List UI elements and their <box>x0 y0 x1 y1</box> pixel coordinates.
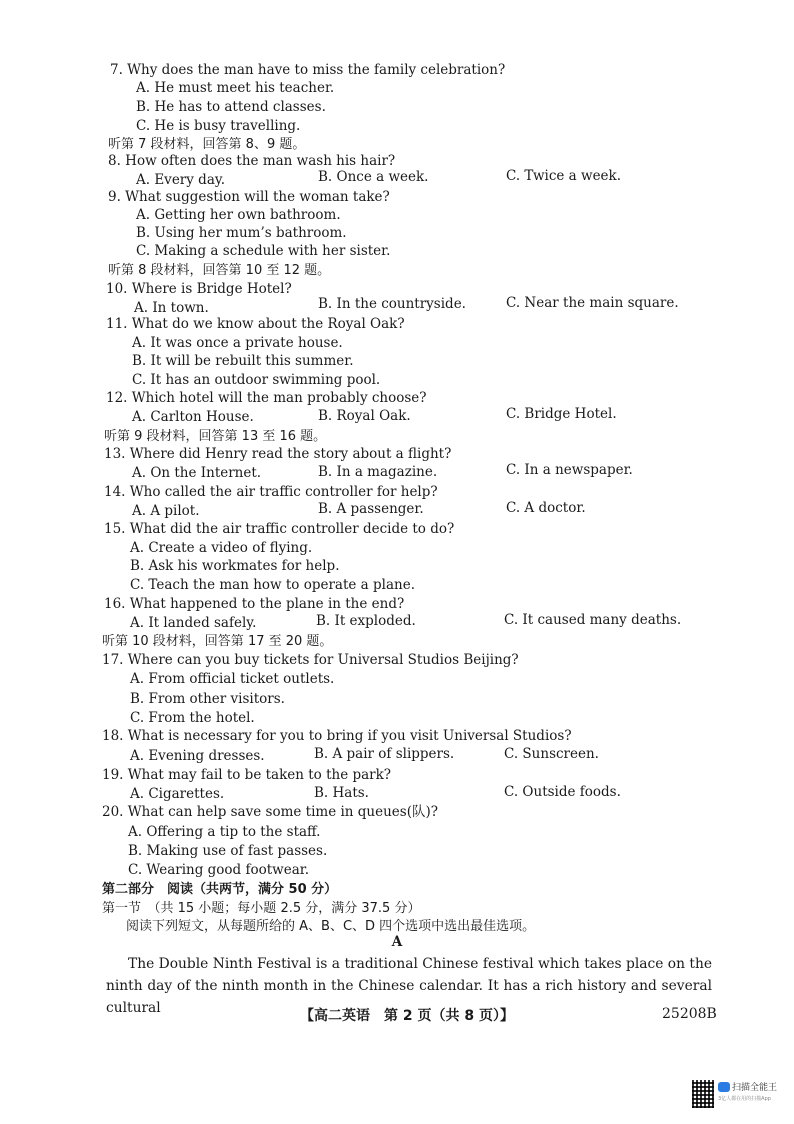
question-18-option-a: A. Evening dresses. <box>130 748 265 764</box>
question-9-option-a: A. Getting her own bathroom. <box>136 207 341 223</box>
question-11-stem: 11. What do we know about the Royal Oak? <box>106 316 405 332</box>
question-7-option-b: B. He has to attend classes. <box>136 99 326 115</box>
question-17-option-a: A. From official ticket outlets. <box>130 671 335 687</box>
question-14-option-a: A. A pilot. <box>132 503 200 519</box>
question-16-stem: 16. What happened to the plane in the end? <box>104 596 405 612</box>
question-8-option-c: C. Twice a week. <box>506 168 622 184</box>
question-18-option-b: B. A pair of slippers. <box>314 746 455 762</box>
question-12-option-b: B. Royal Oak. <box>318 408 411 424</box>
question-9-stem: 9. What suggestion will the woman take? <box>108 189 390 205</box>
scanner-subtitle: 3亿人都在用的扫描App <box>718 1096 771 1102</box>
scanner-title: 扫描全能王 <box>732 1083 778 1093</box>
question-18-option-c: C. Sunscreen. <box>504 746 599 762</box>
question-20-option-c: C. Wearing good footwear. <box>128 862 310 878</box>
question-13-option-c: C. In a newspaper. <box>506 462 633 478</box>
part2-title: 第二部分 阅读（共两节，满分 50 分） <box>102 882 338 897</box>
part2-instruction: 阅读下列短文，从每题所给的 A、B、C、D 四个选项中选出最佳选项。 <box>126 919 536 934</box>
question-16-option-a: A. It landed safely. <box>130 615 257 631</box>
question-10-option-b: B. In the countryside. <box>318 296 466 312</box>
question-20-option-a: A. Offering a tip to the staff. <box>128 824 321 840</box>
question-14-option-b: B. A passenger. <box>318 501 424 517</box>
question-9-option-b: B. Using her mum’s bathroom. <box>136 225 347 241</box>
question-14-option-c: C. A doctor. <box>506 500 586 516</box>
question-10-option-a: A. In town. <box>134 300 209 316</box>
section-heading-10: 听第 10 段材料，回答第 17 至 20 题。 <box>102 634 333 649</box>
question-20-option-b: B. Making use of fast passes. <box>128 843 328 859</box>
scanner-watermark <box>692 1080 788 1110</box>
question-12-option-a: A. Carlton House. <box>132 409 254 425</box>
question-12-stem: 12. Which hotel will the man probably choose? <box>106 390 427 406</box>
question-17-option-c: C. From the hotel. <box>130 710 255 726</box>
qr-code-icon <box>692 1080 714 1108</box>
question-19-option-c: C. Outside foods. <box>504 784 621 800</box>
question-13-option-a: A. On the Internet. <box>132 465 262 481</box>
question-18-stem: 18. What is necessary for you to bring if you visit Universal Studios? <box>102 728 572 744</box>
question-10-option-c: C. Near the main square. <box>506 295 679 311</box>
question-13-option-b: B. In a magazine. <box>318 464 438 480</box>
question-19-option-b: B. Hats. <box>314 785 369 801</box>
question-13-stem: 13. Where did Henry read the story about a flight? <box>104 446 452 462</box>
question-8-option-a: A. Every day. <box>136 172 225 188</box>
question-17-stem: 17. Where can you buy tickets for Universal Studios Beijing? <box>102 652 519 668</box>
question-7-option-c: C. He is busy travelling. <box>136 118 301 134</box>
question-15-option-c: C. Teach the man how to operate a plane. <box>130 577 416 593</box>
question-15-stem: 15. What did the air traffic controller decide to do? <box>104 521 455 537</box>
question-12-option-c: C. Bridge Hotel. <box>506 406 617 422</box>
section-heading-9: 听第 9 段材料，回答第 13 至 16 题。 <box>104 429 327 444</box>
question-14-stem: 14. Who called the air traffic controller for help? <box>104 484 438 500</box>
question-19-stem: 19. What may fail to be taken to the park? <box>102 767 392 783</box>
question-16-option-c: C. It caused many deaths. <box>504 612 682 628</box>
question-15-option-b: B. Ask his workmates for help. <box>130 558 340 574</box>
question-8-stem: 8. How often does the man wash his hair? <box>108 153 396 169</box>
page-footer: 【高二英语 第 2 页（共 8 页）】 <box>300 1008 514 1024</box>
question-11-option-c: C. It has an outdoor swimming pool. <box>132 372 381 388</box>
passage-text: The Double Ninth Festival is a traditional Chinese festival which takes place on the ninth day of the ninth month in the Chinese calendar. It has a rich history and several cultural <box>106 956 712 1016</box>
question-20-stem: 20. What can help save some time in queues(队)? <box>102 804 438 820</box>
question-17-option-b: B. From other visitors. <box>130 691 285 707</box>
passage-label: A <box>391 934 403 950</box>
question-16-option-b: B. It exploded. <box>316 613 416 629</box>
question-11-option-a: A. It was once a private house. <box>132 335 343 351</box>
question-9-option-c: C. Making a schedule with her sister. <box>136 243 391 259</box>
question-15-option-a: A. Create a video of flying. <box>130 540 313 556</box>
question-7-stem: 7. Why does the man have to miss the family celebration? <box>110 62 506 78</box>
question-19-option-a: A. Cigarettes. <box>130 786 225 802</box>
question-8-option-b: B. Once a week. <box>318 169 429 185</box>
paper-code: 25208B <box>662 1006 717 1022</box>
section-heading-7: 听第 7 段材料，回答第 8、9 题。 <box>108 137 306 152</box>
part2-section1: 第一节 （共 15 小题；每小题 2.5 分，满分 37.5 分） <box>102 901 421 916</box>
question-10-stem: 10. Where is Bridge Hotel? <box>106 281 292 297</box>
scanner-logo-icon <box>718 1082 730 1092</box>
section-heading-8: 听第 8 段材料，回答第 10 至 12 题。 <box>108 263 331 278</box>
question-7-option-a: A. He must meet his teacher. <box>136 80 335 96</box>
question-11-option-b: B. It will be rebuilt this summer. <box>132 353 354 369</box>
